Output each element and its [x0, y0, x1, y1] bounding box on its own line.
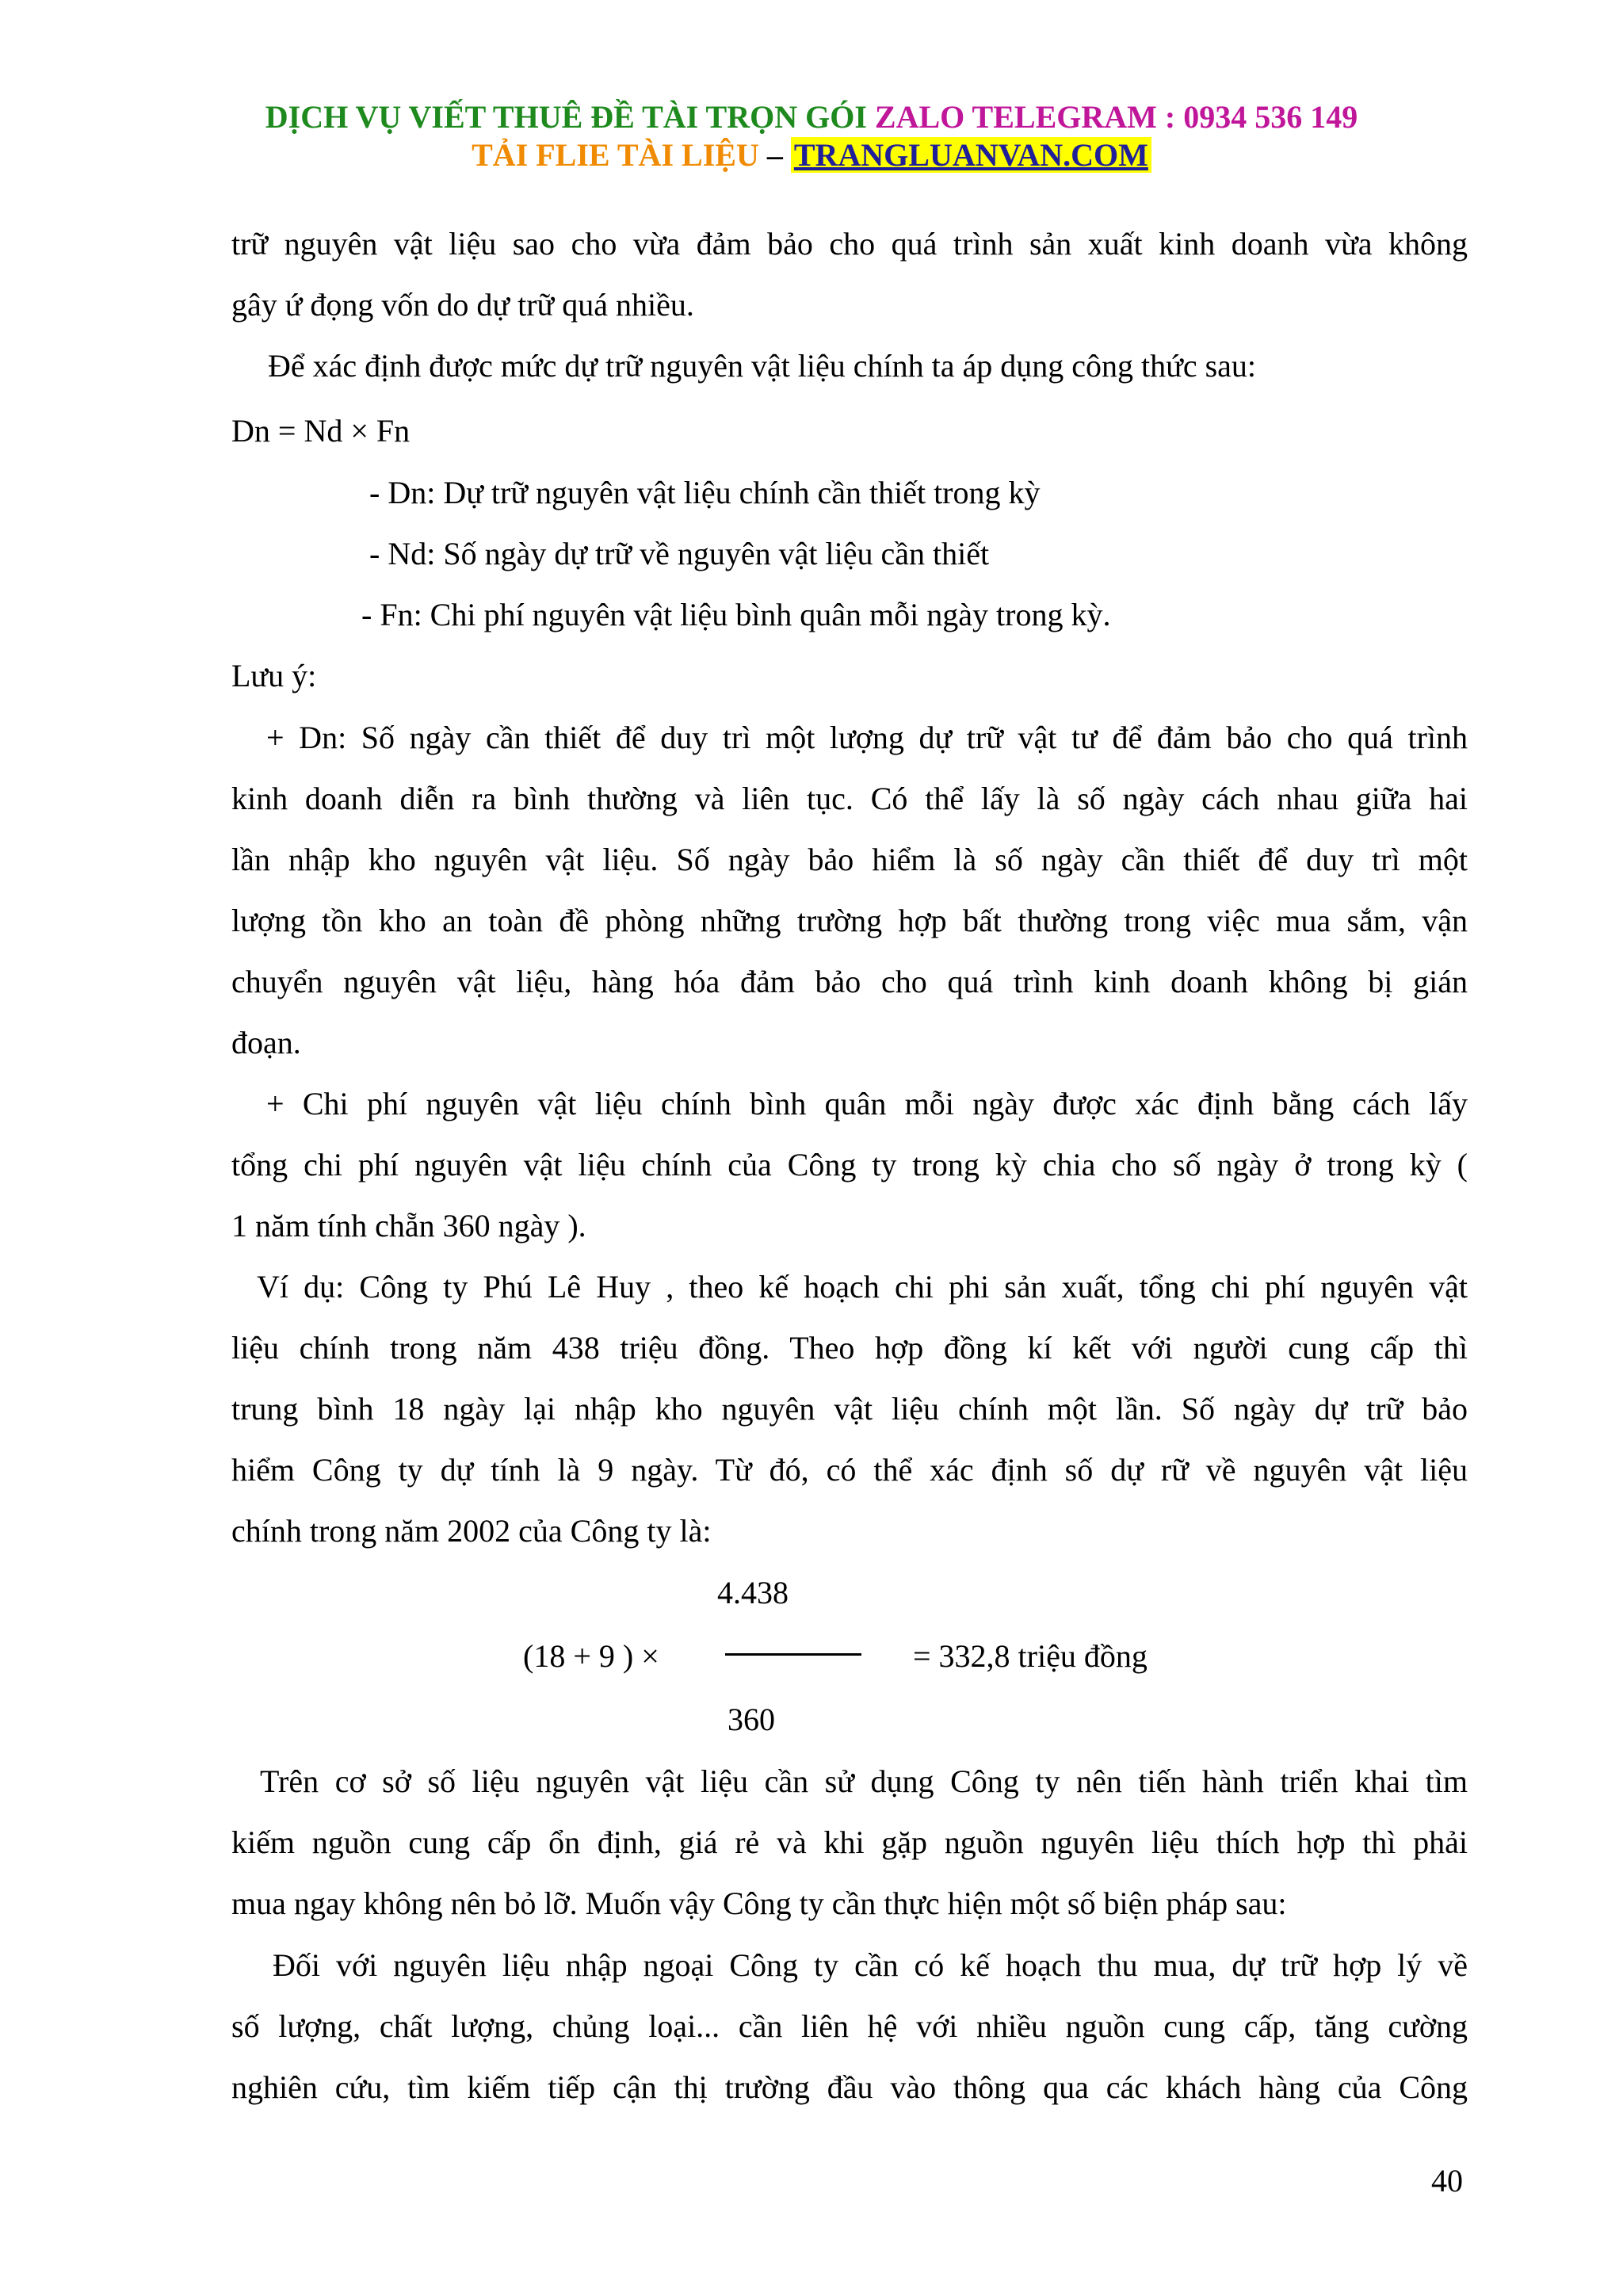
body-line: + Dn: Số ngày cần thiết để duy trì một lượng dự trữ vật tư để đảm bảo cho quá trình — [266, 720, 1468, 755]
formula-line: Dn = Nd × Fn — [231, 413, 411, 449]
body-line: lần nhập kho nguyên vật liệu. Số ngày bảo hiểm là số ngày cần thiết để duy trì một — [231, 842, 1468, 877]
body-line: kiếm nguồn cung cấp ổn định, giá rẻ và khi gặp nguồn nguyên liệu thích hợp thì phải — [231, 1824, 1468, 1860]
body-line: kinh doanh diễn ra bình thường và liên tục. Có thể lấy là số ngày cách nhau giữa hai — [231, 781, 1468, 816]
header-contact-text: ZALO TELEGRAM : 0934 536 149 — [874, 99, 1358, 135]
body-line: Để xác định được mức dự trữ nguyên vật liệu chính ta áp dụng công thức sau: — [268, 348, 1257, 384]
header-site-link[interactable]: TRANGLUANVAN.COM — [791, 137, 1151, 173]
body-line: nghiên cứu, tìm kiếm tiếp cận thị trường đầu vào thông qua các khách hàng của Công — [231, 2069, 1468, 2105]
body-line: trung bình 18 ngày lại nhập kho nguyên vật liệu chính một lần. Số ngày dự trữ bảo — [231, 1391, 1468, 1427]
body-line: chính trong năm 2002 của Công ty là: — [231, 1513, 712, 1549]
header-dash: – — [766, 137, 783, 173]
definition-nd: - Nd: Số ngày dự trữ về nguyên vật liệu cần thiết — [369, 536, 990, 571]
body-line: lượng tồn kho an toàn đề phòng những trường hợp bất thường trong việc mua sắm, vận — [231, 903, 1468, 938]
definition-fn: - Fn: Chi phí nguyên vật liệu bình quân mỗi ngày trong kỳ. — [361, 597, 1111, 632]
calc-left: (18 + 9 ) × — [523, 1638, 659, 1674]
header-banner-line2 — [0, 136, 1623, 174]
body-line: chuyển nguyên vật liệu, hàng hóa đảm bảo cho quá trình kinh doanh không bị gián — [231, 964, 1468, 999]
body-line: hiểm Công ty dự tính là 9 ngày. Từ đó, có thể xác định số dự rữ về nguyên vật liệu — [231, 1452, 1468, 1488]
body-line: đoạn. — [231, 1025, 301, 1060]
header-service-text: DỊCH VỤ VIẾT THUÊ ĐỀ TÀI TRỌN GÓI — [265, 99, 875, 135]
header-download-text: TẢI FLIE TÀI LIỆU — [472, 137, 767, 173]
body-line: Trên cơ sở số liệu nguyên vật liệu cần sử dụng Công ty nên tiến hành triển khai tìm — [260, 1763, 1468, 1799]
body-line: liệu chính trong năm 438 triệu đồng. Theo hợp đồng kí kết với người cung cấp thì — [231, 1330, 1468, 1366]
body-line: Đối với nguyên liệu nhập ngoại Công ty cần có kế hoạch thu mua, dự trữ hợp lý về — [273, 1947, 1468, 1983]
body-line: số lượng, chất lượng, chủng loại... cần liên hệ với nhiều nguồn cung cấp, tăng cường — [231, 2008, 1468, 2044]
calc-result: = 332,8 triệu đồng — [913, 1638, 1148, 1674]
body-line: Ví dụ: Công ty Phú Lê Huy , theo kế hoạch chi phi sản xuất, tổng chi phí nguyên vật — [257, 1269, 1468, 1305]
body-line: mua ngay không nên bỏ lỡ. Muốn vậy Công ty cần thực hiện một số biện pháp sau: — [231, 1885, 1287, 1921]
note-heading: Lưu ý: — [231, 658, 317, 693]
body-line: tổng chi phí nguyên vật liệu chính của Công ty trong kỳ chia cho số ngày ở trong kỳ ( — [231, 1147, 1468, 1182]
body-line: + Chi phí nguyên vật liệu chính bình quân mỗi ngày được xác định bằng cách lấy — [266, 1086, 1468, 1121]
definition-dn: - Dn: Dự trữ nguyên vật liệu chính cần thiết trong kỳ — [369, 475, 1041, 510]
calc-numerator: 4.438 — [717, 1575, 789, 1610]
page-number: 40 — [1431, 2163, 1463, 2199]
body-line: gây ứ đọng vốn do dự trữ quá nhiều. — [231, 287, 694, 323]
body-line: trữ nguyên vật liệu sao cho vừa đảm bảo cho quá trình sản xuất kinh doanh vừa không — [231, 226, 1468, 262]
fraction-bar — [725, 1653, 861, 1656]
calc-denominator: 360 — [727, 1702, 775, 1737]
body-line: 1 năm tính chẵn 360 ngày ). — [231, 1208, 586, 1244]
header-banner-line1 — [0, 98, 1623, 136]
